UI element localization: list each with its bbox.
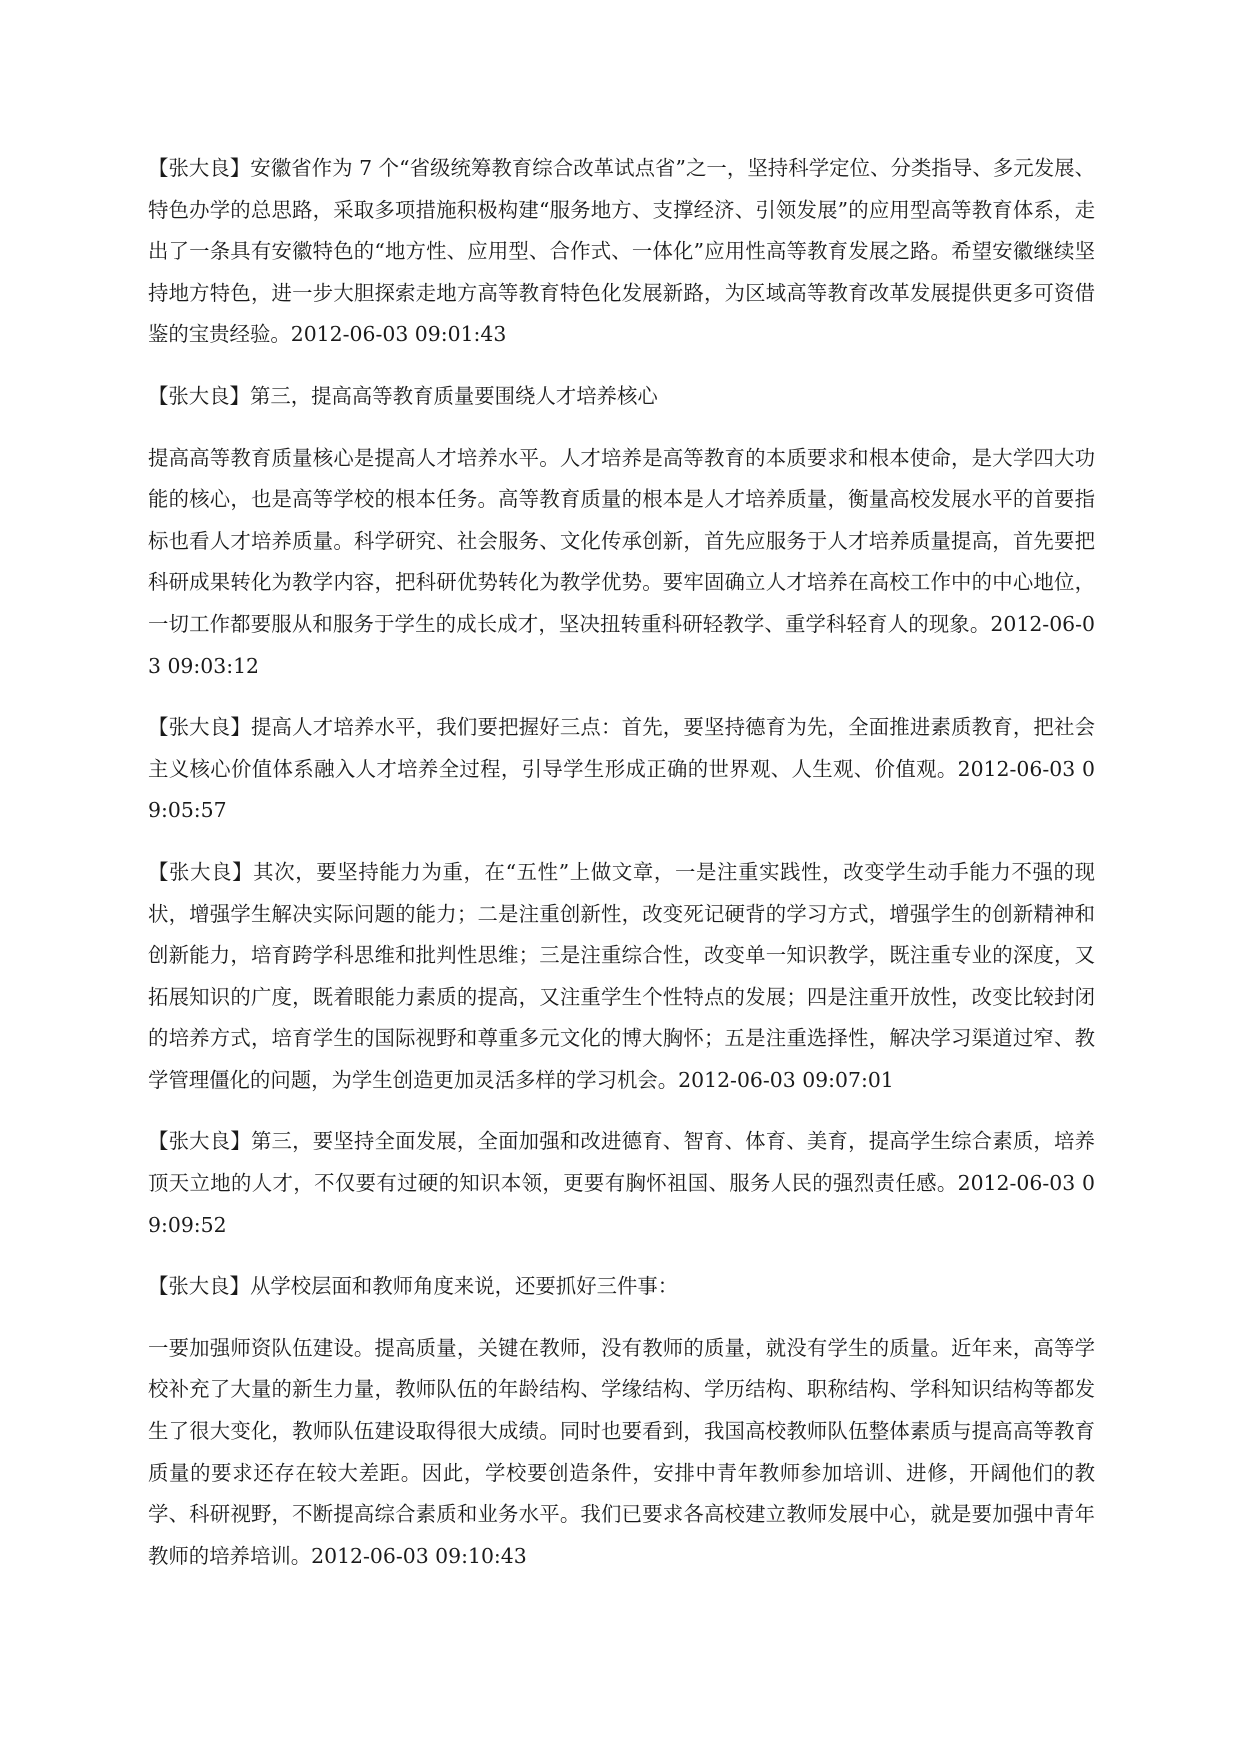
paragraph-text: 安徽省作为 7 个“省级统筹教育综合改革试点省”之一，坚持科学定位、分类指导、多元发展、特色办学的总思路，采取多项措施积极构建“服务地方、支撑经济、引领发展”的应用型高等教育体系，走出了一条具有安徽特色的“地方性、应用型、合作式、一体化”应用性高等教育发展之路。希望安徽继续坚持地方特色，进一步大胆探索走地方高等教育特色化发展新路，为区域高等教育改革发展提供更多可资借鉴的宝贵经验。 [148,156,1096,347]
paragraph [148,1121,1095,1246]
paragraph [148,707,1095,832]
speaker-label: 【张大良】 [148,859,254,884]
paragraph-text: 其次，要坚持能力为重，在“五性”上做文章，一是注重实践性，改变学生动手能力不强的现状，增强学生解决实际问题的能力；二是注重创新性，改变死记硬背的学习方式，增强学生的创新精神和创新能力，培育跨学科思维和批判性思维；三是注重综合性，改变单一知识教学，既注重专业的深度，又拓展知识的广度，既着眼能力素质的提高，又注重学生个性特点的发展；四是注重开放性，改变比较封闭的培养方式，培育学生的国际视野和尊重多元文化的博大胸怀；五是注重选择性，解决学习渠道过窄、教学管理僵化的问题，为学生创造更加灵活多样的学习机会。 [148,859,1095,1092]
paragraph [148,148,1095,356]
paragraph [148,1328,1095,1578]
timestamp: 2012-06-03 09:07:01 [678,1067,894,1092]
paragraph-text: 第三，要坚持全面发展，全面加强和改进德育、智育、体育、美育，提高学生综合素质，培养顶天立地的人才，不仅要有过硬的知识本领，更要有胸怀祖国、服务人民的强烈责任感。 [148,1129,1096,1196]
timestamp: 2012-06-03 09:01:43 [290,322,507,347]
timestamp: 2012-06-03 09:10:43 [311,1543,527,1568]
paragraph-text: 提高人才培养水平，我们要把握好三点：首先，要坚持德育为先，全面推进素质教育，把社会主义核心价值体系融入人才培养全过程，引导学生形成正确的世界观、人生观、价值观。 [148,715,1096,781]
speaker-label: 【张大良】 [148,383,250,408]
paragraph-text: 第三，提高高等教育质量要围绕人才培养核心 [249,383,658,408]
document-body [148,148,1095,1597]
paragraph-text: 从学校层面和教师角度来说，还要抓好三件事： [249,1274,679,1299]
paragraph-text: 一要加强师资队伍建设。提高质量，关键在教师，没有教师的质量，就没有学生的质量。近年来，高等学校补充了大量的新生力量，教师队伍的年龄结构、学缘结构、学历结构、职称结构、学科知识结构等都发生了很大变化，教师队伍建设取得很大成绩。同时也要看到，我国高校教师队伍整体素质与提高高等教育质量的要求还存在较大差距。因此，学校要创造条件，安排中青年教师参加培训、进修，开阔他们的教学、科研视野，不断提高综合素质和业务水平。我们已要求各高校建立教师发展中心，就是要加强中青年教师的培养培训。 [148,1335,1095,1568]
paragraph [148,852,1095,1102]
paragraph [148,438,1095,688]
speaker-label: 【张大良】 [148,156,251,180]
speaker-label: 【张大良】 [148,1274,250,1299]
paragraph [148,1266,1095,1308]
speaker-label: 【张大良】 [148,715,251,740]
timestamp: 2012-06-03 09:09:52 [148,1171,1095,1237]
timestamp: 2012-06-03 09:03:12 [148,611,1095,678]
speaker-label: 【张大良】 [148,1129,251,1154]
paragraph-text: 提高高等教育质量核心是提高人才培养水平。人才培养是高等教育的本质要求和根本使命，是大学四大功能的核心，也是高等学校的根本任务。高等教育质量的根本是人才培养质量，衡量高校发展水平的首要指标也看人才培养质量。科学研究、社会服务、文化传承创新，首先应服务于人才培养质量提高，首先要把科研成果转化为教学内容，把科研优势转化为教学优势。要牢固确立人才培养在高校工作中的中心地位，一切工作都要服从和服务于学生的成长成才，坚决扭转重科研轻教学、重学科轻育人的现象。 [148,445,1095,636]
timestamp: 2012-06-03 09:05:57 [148,756,1095,823]
paragraph [148,376,1095,418]
